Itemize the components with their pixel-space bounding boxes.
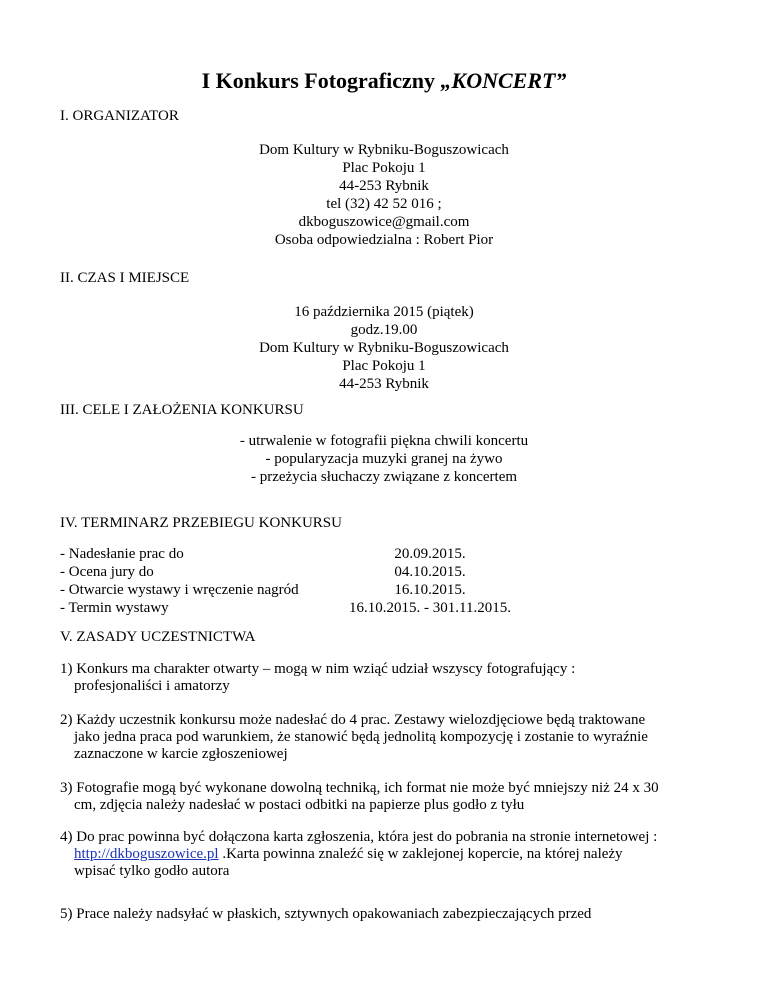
time-place-line: Dom Kultury w Rybniku-Boguszowicach — [259, 340, 509, 356]
schedule-row — [60, 546, 520, 564]
organizer-details — [0, 142, 768, 250]
rule-text: 3) Fotografie mogą być wykonane dowolną techniką, ich format nie może być mniejszy niż 24 x 30 — [60, 780, 659, 796]
rule-paragraph-4 — [60, 829, 720, 880]
title-emphasis: „KONCERT” — [440, 68, 567, 93]
rule-paragraph-5 — [60, 906, 720, 923]
schedule-label: - Otwarcie wystawy i wręczenie nagród — [60, 582, 299, 598]
schedule-row — [60, 564, 520, 582]
organizer-line: 44-253 Rybnik — [339, 178, 429, 194]
rule-text: zaznaczone w karcie zgłoszeniowej — [74, 746, 288, 762]
rule-text: cm, zdjęcia należy nadesłać w postaci odbitki na papierze plus godło z tyłu — [74, 797, 525, 813]
schedule-label: - Termin wystawy — [60, 600, 169, 616]
website-link[interactable]: http://dkboguszowice.pl — [74, 846, 219, 862]
rule-paragraph-2 — [60, 712, 720, 763]
goal-item: - popularyzacja muzyki granej na żywo — [265, 451, 503, 467]
rule-paragraph-3 — [60, 780, 720, 814]
schedule-label: - Ocena jury do — [60, 564, 154, 580]
schedule-date: 04.10.2015. — [394, 564, 466, 580]
rule-text: .Karta powinna znaleźć się w zaklejonej kopercie, na której należy — [218, 846, 623, 862]
rule-text: profesjonaliści i amatorzy — [74, 678, 230, 694]
rule-text: jako jedna praca pod warunkiem, że stanowić będą jednolitą kompozycję i zostanie to wyraźnie — [74, 729, 648, 745]
rule-paragraph-1 — [60, 661, 720, 695]
time-place-details — [0, 304, 768, 394]
time-place-line: 44-253 Rybnik — [339, 376, 429, 392]
page-title — [0, 68, 768, 94]
time-place-line: godz.19.00 — [350, 322, 418, 338]
organizer-line: Dom Kultury w Rybniku-Boguszowicach — [259, 142, 509, 158]
schedule-date: 16.10.2015. - 301.11.2015. — [349, 600, 511, 616]
section-heading-rules: V. ZASADY UCZESTNICTWA — [60, 629, 256, 645]
section-heading-organizer: I. ORGANIZATOR — [60, 108, 179, 124]
schedule-row — [60, 582, 520, 600]
goal-item: - utrwalenie w fotografii piękna chwili koncertu — [239, 433, 529, 449]
organizer-line: tel (32) 42 52 016 ; — [326, 196, 442, 212]
goal-item: - przeżycia słuchaczy związane z koncertem — [250, 469, 518, 485]
rule-text-with-link — [60, 846, 720, 863]
rule-text: 5) Prace należy nadsyłać w płaskich, sztywnych opakowaniach zabezpieczających przed — [60, 906, 592, 922]
section-heading-goals: III. CELE I ZAŁOŻENIA KONKURSU — [60, 402, 304, 418]
schedule-date: 16.10.2015. — [394, 582, 466, 598]
schedule-table — [60, 546, 520, 618]
section-heading-schedule: IV. TERMINARZ PRZEBIEGU KONKURSU — [60, 515, 342, 531]
rule-text: 1) Konkurs ma charakter otwarty – mogą w nim wziąć udział wszyscy fotografujący : — [60, 661, 576, 677]
schedule-label: - Nadesłanie prac do — [60, 546, 184, 562]
schedule-row — [60, 600, 520, 618]
goals-list — [0, 433, 768, 487]
section-heading-time-place: II. CZAS I MIEJSCE — [60, 270, 190, 286]
time-place-line: 16 października 2015 (piątek) — [294, 304, 474, 320]
time-place-line: Plac Pokoju 1 — [342, 358, 426, 374]
title-text: I Konkurs Fotograficzny — [201, 68, 441, 93]
organizer-line: Plac Pokoju 1 — [342, 160, 426, 176]
organizer-email: dkboguszowice@gmail.com — [298, 214, 470, 230]
rule-text: 2) Każdy uczestnik konkursu może nadesłać do 4 prac. Zestawy wielozdjęciowe będą traktowane — [60, 712, 646, 728]
rule-text: wpisać tylko godło autora — [74, 863, 230, 879]
rule-text: 4) Do prac powinna być dołączona karta zgłoszenia, która jest do pobrania na stronie internetowej : — [60, 829, 658, 845]
schedule-date: 20.09.2015. — [394, 546, 466, 562]
organizer-line: Osoba odpowiedzialna : Robert Pior — [274, 232, 494, 248]
